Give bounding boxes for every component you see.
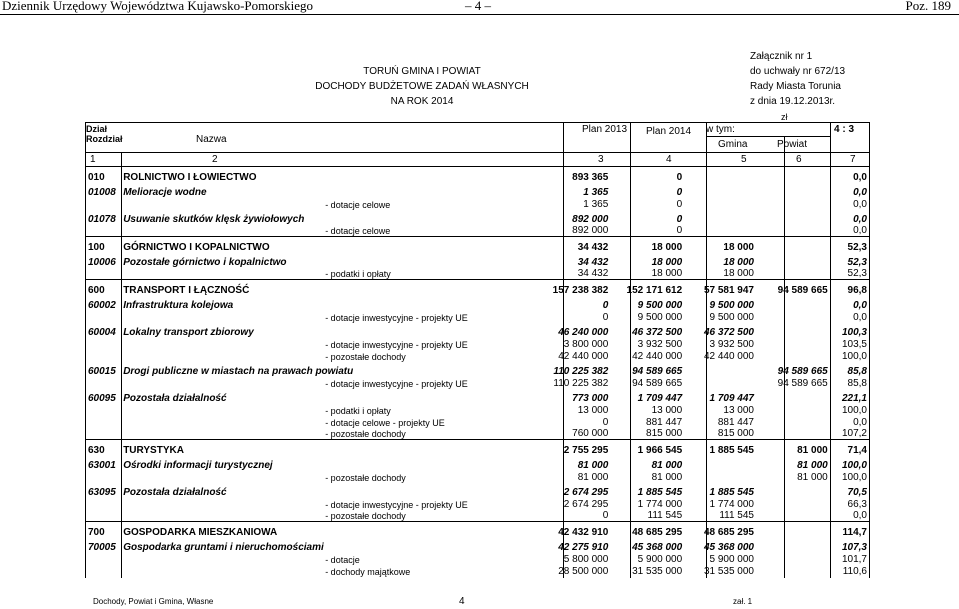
row-plan2014: 1 774 000 — [637, 498, 683, 510]
row-name: Infrastruktura kolejowa — [123, 299, 234, 311]
row-plan2013: 110 225 382 — [553, 377, 609, 389]
section-row — [85, 522, 870, 538]
row-name: Pozostała działalność — [123, 486, 227, 498]
header-bottom-rule — [85, 152, 870, 153]
row-powiat — [757, 338, 831, 350]
section-row — [85, 440, 870, 456]
row-powiat — [757, 167, 831, 183]
row-name: - pozostałe dochody — [325, 511, 406, 521]
col-num-6: 6 — [796, 154, 802, 165]
section-row — [85, 237, 870, 253]
row-code: 01078 — [88, 213, 116, 225]
row-plan2014: 31 535 000 — [632, 565, 683, 577]
row-code: 700 — [85, 522, 120, 538]
col-ratio: 4 : 3 — [834, 124, 855, 135]
footer-page: 4 — [459, 596, 465, 607]
vline-1 — [121, 152, 122, 578]
row-name: GOSPODARKA MIESZKANIOWA — [120, 522, 546, 538]
row-gmina: 42 440 000 — [703, 350, 754, 362]
row-powiat — [757, 538, 831, 553]
row-powiat — [757, 510, 831, 522]
detail-row — [85, 428, 870, 440]
row-plan2013: 892 000 — [572, 213, 609, 225]
row-plan2014: 3 932 500 — [637, 338, 683, 350]
row-code — [85, 498, 120, 510]
row-code — [85, 553, 120, 565]
row-code: 10006 — [88, 256, 116, 268]
row-plan2014: 94 589 665 — [632, 377, 683, 389]
row-name: - dotacje celowe - projekty UE — [325, 417, 445, 428]
detail-row — [85, 498, 870, 510]
row-ratio: 85,8 — [847, 365, 867, 377]
row-name: Lokalny transport zbiorowy — [123, 326, 254, 338]
row-powiat: 81 000 — [797, 471, 828, 483]
row-ratio: 52,3 — [847, 256, 867, 268]
row-name: Gospodarka gruntami i nieruchomościami — [123, 541, 324, 553]
row-ratio: 0,0 — [853, 198, 867, 210]
row-name: - dochody majątkowe — [325, 566, 411, 577]
row-ratio: 100,0 — [841, 471, 867, 483]
detail-row — [85, 268, 870, 280]
row-name: - pozostałe dochody — [325, 472, 406, 483]
row-ratio: 52,3 — [831, 237, 870, 253]
row-powiat — [757, 565, 831, 577]
col-dzial: Dział — [86, 124, 108, 134]
row-code — [85, 268, 120, 280]
row-gmina: 18 000 — [723, 268, 754, 279]
col-rozdzial: Rozdział — [86, 134, 123, 144]
row-plan2014: 13 000 — [651, 404, 683, 416]
row-plan2014: 94 589 665 — [632, 365, 683, 377]
row-plan2014: 45 368 000 — [632, 541, 683, 553]
row-gmina — [685, 471, 757, 483]
subsection-row — [85, 389, 870, 404]
row-code: 010 — [85, 167, 120, 183]
row-ratio: 107,2 — [841, 428, 867, 439]
col-plan2013: Plan 2013 — [582, 124, 628, 135]
gazette-page: – 4 – — [465, 0, 491, 13]
row-name: TURYSTYKA — [120, 440, 546, 456]
row-ratio: 221,1 — [841, 392, 867, 404]
row-gmina: 1 885 545 — [709, 486, 754, 498]
row-gmina: 3 932 500 — [709, 338, 754, 350]
annex-line-3: Rady Miasta Torunia — [750, 81, 841, 92]
row-code — [85, 198, 120, 210]
row-code — [85, 565, 120, 577]
row-name: GÓRNICTWO I KOPALNICTWO — [120, 237, 546, 253]
gazette-rule — [0, 14, 959, 15]
row-plan2014: 881 447 — [646, 416, 683, 428]
detail-row — [85, 471, 870, 483]
row-plan2013: 13 000 — [577, 404, 609, 416]
row-ratio: 0,0 — [853, 225, 867, 236]
col-plan2014: Plan 2014 — [646, 126, 692, 137]
row-powiat — [757, 268, 831, 280]
row-ratio: 0,0 — [853, 299, 867, 311]
budget-table — [85, 166, 870, 577]
subsection-row — [85, 253, 870, 268]
row-plan2013: 34 432 — [577, 256, 609, 268]
row-gmina — [685, 225, 757, 237]
row-name: - dotacje inwestycyjne - projekty UE — [325, 339, 468, 350]
row-ratio: 96,8 — [831, 280, 870, 296]
row-powiat — [757, 404, 831, 416]
row-gmina — [685, 456, 757, 471]
row-gmina — [685, 377, 757, 389]
section-row — [85, 280, 870, 296]
row-plan2014: 815 000 — [646, 428, 683, 439]
row-plan2013: 34 432 — [546, 237, 611, 253]
detail-row — [85, 350, 870, 362]
row-powiat: 81 000 — [757, 440, 831, 456]
row-ratio: 0,0 — [853, 416, 867, 428]
row-plan2014: 9 500 000 — [637, 311, 683, 323]
row-plan2014: 0 — [676, 225, 683, 236]
row-gmina: 18 000 — [685, 237, 757, 253]
row-name: TRANSPORT I ŁĄCZNOŚĆ — [120, 280, 546, 296]
row-plan2013: 46 240 000 — [558, 326, 609, 338]
row-plan2014: 18 000 — [651, 268, 683, 279]
row-ratio: 0,0 — [853, 510, 867, 521]
row-ratio: 100,0 — [841, 404, 867, 416]
row-powiat — [757, 323, 831, 338]
row-gmina: 815 000 — [717, 428, 754, 439]
row-plan2014: 111 545 — [647, 510, 683, 521]
row-plan2014: 0 — [676, 213, 683, 225]
row-name: Melioracje wodne — [123, 186, 207, 198]
detail-row — [85, 510, 870, 522]
row-powiat — [757, 350, 831, 362]
row-plan2014: 0 — [676, 186, 683, 198]
row-plan2013: 110 225 382 — [553, 365, 609, 377]
row-code: 100 — [85, 237, 120, 253]
row-powiat — [757, 253, 831, 268]
row-name: - pozostałe dochody — [325, 351, 406, 362]
row-plan2014: 81 000 — [651, 471, 683, 483]
annex-line-4: z dnia 19.12.2013r. — [750, 96, 836, 107]
row-ratio: 52,3 — [847, 268, 867, 279]
row-plan2013: 42 440 000 — [558, 350, 609, 362]
row-gmina: 31 535 000 — [703, 565, 754, 577]
doc-title-1: TORUŃ GMINA I POWIAT — [363, 66, 481, 77]
row-gmina: 46 372 500 — [703, 326, 754, 338]
detail-row — [85, 377, 870, 389]
row-plan2014: 9 500 000 — [637, 299, 683, 311]
subsection-row — [85, 538, 870, 553]
row-code — [85, 225, 120, 237]
row-ratio: 100,0 — [841, 350, 867, 362]
subsection-row — [85, 362, 870, 377]
row-plan2013: 0 — [602, 416, 609, 428]
row-gmina: 18 000 — [723, 256, 754, 268]
row-gmina: 1 774 000 — [709, 498, 754, 510]
row-ratio: 0,0 — [853, 213, 867, 225]
row-ratio: 100,3 — [841, 326, 867, 338]
subsection-row — [85, 456, 870, 471]
row-name: ROLNICTWO I ŁOWIECTWO — [120, 167, 546, 183]
row-ratio: 0,0 — [831, 167, 870, 183]
row-plan2013: 773 000 — [572, 392, 609, 404]
row-code — [85, 350, 120, 362]
row-plan2013: 0 — [602, 311, 609, 323]
row-code — [85, 510, 120, 522]
row-powiat — [757, 210, 831, 225]
row-ratio: 114,7 — [831, 522, 870, 538]
row-plan2014: 1 709 447 — [637, 392, 683, 404]
row-powiat — [757, 553, 831, 565]
vline-4 — [706, 122, 707, 578]
row-powiat — [757, 311, 831, 323]
row-name: Usuwanie skutków klęsk żywiołowych — [123, 213, 305, 225]
row-plan2013: 760 000 — [572, 428, 609, 439]
row-code: 63095 — [88, 486, 116, 498]
row-name: - dotacje inwestycyjne - projekty UE — [325, 312, 468, 323]
row-plan2013: 1 365 — [583, 186, 609, 198]
row-ratio: 107,3 — [841, 541, 867, 553]
row-code: 63001 — [88, 459, 116, 471]
row-plan2013: 5 800 000 — [563, 553, 609, 565]
row-gmina: 57 581 947 — [685, 280, 757, 296]
row-powiat — [757, 183, 831, 198]
row-powiat — [757, 389, 831, 404]
table-top-rule — [85, 122, 870, 123]
row-plan2013: 0 — [602, 299, 609, 311]
detail-row — [85, 338, 870, 350]
vline-5 — [784, 137, 785, 578]
col-num-7: 7 — [850, 154, 856, 165]
col-num-4: 4 — [666, 154, 672, 165]
row-gmina: 111 545 — [719, 510, 754, 521]
row-code — [85, 428, 120, 440]
row-code: 60004 — [88, 326, 116, 338]
row-plan2014: 46 372 500 — [632, 326, 683, 338]
row-plan2013: 81 000 — [577, 471, 609, 483]
row-code — [85, 404, 120, 416]
row-plan2014: 1 966 545 — [611, 440, 685, 456]
row-code: 60002 — [88, 299, 116, 311]
row-ratio: 101,7 — [841, 553, 867, 565]
row-plan2013: 28 500 000 — [558, 565, 609, 577]
detail-row — [85, 553, 870, 565]
vline-2 — [563, 122, 564, 578]
col-nazwa: Nazwa — [196, 134, 227, 145]
row-name: - dotacje inwestycyjne - projekty UE — [325, 499, 468, 510]
row-plan2013: 2 674 295 — [563, 498, 609, 510]
col-powiat: Powiat — [777, 139, 808, 150]
row-name: Pozostała działalność — [123, 392, 227, 404]
row-ratio: 110,6 — [842, 565, 867, 577]
gazette-title: Dziennik Urzędowy Województwa Kujawsko-Pomorskiego — [2, 0, 314, 13]
row-plan2014: 152 171 612 — [611, 280, 685, 296]
row-name: - dotacje celowe — [325, 226, 391, 236]
row-plan2014: 48 685 295 — [611, 522, 685, 538]
subsection-row — [85, 183, 870, 198]
gazette-header — [0, 0, 959, 14]
vline-6 — [830, 122, 831, 578]
detail-row — [85, 311, 870, 323]
gazette-position: Poz. 189 — [905, 0, 951, 13]
row-ratio: 85,8 — [847, 377, 867, 389]
row-gmina — [685, 362, 757, 377]
row-powiat — [757, 483, 831, 498]
row-gmina: 45 368 000 — [703, 541, 754, 553]
row-plan2014: 0 — [676, 198, 683, 210]
doc-title-2: DOCHODY BUDŻETOWE ZADAŃ WŁASNYCH — [315, 81, 529, 92]
detail-row — [85, 404, 870, 416]
row-plan2014: 42 440 000 — [632, 350, 683, 362]
row-plan2013: 157 238 382 — [546, 280, 611, 296]
row-powiat: 94 589 665 — [777, 365, 828, 377]
row-powiat — [757, 498, 831, 510]
row-gmina: 9 500 000 — [709, 299, 754, 311]
row-powiat — [757, 428, 831, 440]
row-plan2013: 892 000 — [572, 225, 609, 236]
row-plan2014: 1 885 545 — [637, 486, 683, 498]
row-ratio: 66,3 — [847, 498, 867, 510]
row-name: - dotacje — [325, 554, 360, 565]
col-wtym: w tym: — [706, 124, 735, 135]
row-name: Drogi publiczne w miastach na prawach powiatu — [123, 365, 354, 377]
vline-left — [85, 122, 86, 578]
row-code: 01008 — [88, 186, 116, 198]
row-gmina: 9 500 000 — [709, 311, 754, 323]
row-gmina — [685, 167, 757, 183]
row-ratio: 0,0 — [853, 186, 867, 198]
row-plan2014: 18 000 — [651, 256, 683, 268]
col-num-1: 1 — [90, 154, 96, 165]
section-row — [85, 167, 870, 183]
row-powiat: 81 000 — [797, 459, 828, 471]
row-powiat — [757, 198, 831, 210]
wtym-rule — [706, 136, 831, 137]
col-num-2: 2 — [212, 154, 218, 165]
doc-title-3: NA ROK 2014 — [390, 96, 454, 107]
col-num-3: 3 — [598, 154, 604, 165]
row-plan2013: 81 000 — [577, 459, 609, 471]
row-plan2013: 42 432 910 — [546, 522, 611, 538]
row-code — [85, 377, 120, 389]
row-name: - podatki i opłaty — [325, 269, 391, 279]
row-plan2014: 81 000 — [651, 459, 683, 471]
row-code: 630 — [85, 440, 120, 456]
col-num-5: 5 — [741, 154, 747, 165]
row-code: 60095 — [88, 392, 116, 404]
row-plan2013: 893 365 — [546, 167, 611, 183]
row-powiat: 94 589 665 — [757, 280, 831, 296]
row-gmina: 1 709 447 — [709, 392, 754, 404]
row-powiat — [757, 416, 831, 428]
row-code: 70005 — [88, 541, 116, 553]
row-gmina: 881 447 — [717, 416, 754, 428]
row-plan2013: 34 432 — [577, 268, 609, 279]
vline-3 — [630, 122, 631, 578]
row-plan2014: 18 000 — [611, 237, 685, 253]
row-powiat: 94 589 665 — [777, 377, 828, 389]
row-gmina: 1 885 545 — [685, 440, 757, 456]
subsection-row — [85, 483, 870, 498]
row-code — [85, 311, 120, 323]
annex-line-1: Załącznik nr 1 — [750, 51, 813, 62]
row-plan2013: 1 365 — [583, 198, 609, 210]
col-gmina: Gmina — [718, 139, 748, 150]
footer-right: zał. 1 — [733, 597, 753, 606]
row-gmina — [685, 210, 757, 225]
subsection-row — [85, 323, 870, 338]
row-name: Pozostałe górnictwo i kopalnictwo — [123, 256, 287, 268]
row-powiat — [757, 522, 831, 538]
footer-left: Dochody, Powiat i Gmina, Własne — [93, 597, 214, 606]
row-name: - dotacje celowe — [325, 199, 391, 210]
vline-right — [869, 122, 870, 578]
row-name: Ośrodki informacji turystycznej — [123, 459, 273, 471]
detail-row — [85, 198, 870, 210]
row-code: 60015 — [88, 365, 116, 377]
row-powiat — [757, 225, 831, 237]
row-gmina — [685, 198, 757, 210]
row-code: 600 — [85, 280, 120, 296]
row-gmina: 13 000 — [723, 404, 754, 416]
row-ratio: 71,4 — [831, 440, 870, 456]
row-ratio: 100,0 — [841, 459, 867, 471]
row-plan2014: 5 900 000 — [637, 553, 683, 565]
row-gmina: 48 685 295 — [685, 522, 757, 538]
row-plan2013: 42 275 910 — [558, 541, 609, 553]
row-plan2013: 2 755 295 — [546, 440, 611, 456]
row-gmina — [685, 183, 757, 198]
row-plan2013: 0 — [602, 510, 609, 521]
row-ratio: 70,5 — [847, 486, 867, 498]
row-gmina: 5 900 000 — [709, 553, 754, 565]
row-name: - podatki i opłaty — [325, 405, 391, 416]
row-plan2013: 3 800 000 — [563, 338, 609, 350]
row-ratio: 0,0 — [853, 311, 867, 323]
row-plan2013: 2 674 295 — [563, 486, 609, 498]
annex-line-2: do uchwały nr 672/13 — [750, 66, 846, 77]
row-powiat — [757, 237, 831, 253]
row-plan2014: 0 — [611, 167, 685, 183]
row-name: - pozostałe dochody — [325, 429, 406, 439]
unit-label: zł — [781, 112, 788, 122]
row-name: - dotacje inwestycyjne - projekty UE — [325, 378, 468, 389]
row-ratio: 103,5 — [841, 338, 867, 350]
subsection-row — [85, 296, 870, 311]
detail-row — [85, 565, 870, 577]
detail-row — [85, 416, 870, 428]
row-code — [85, 471, 120, 483]
row-code — [85, 338, 120, 350]
detail-row — [85, 225, 870, 237]
row-code — [85, 416, 120, 428]
row-powiat — [757, 296, 831, 311]
subsection-row — [85, 210, 870, 225]
